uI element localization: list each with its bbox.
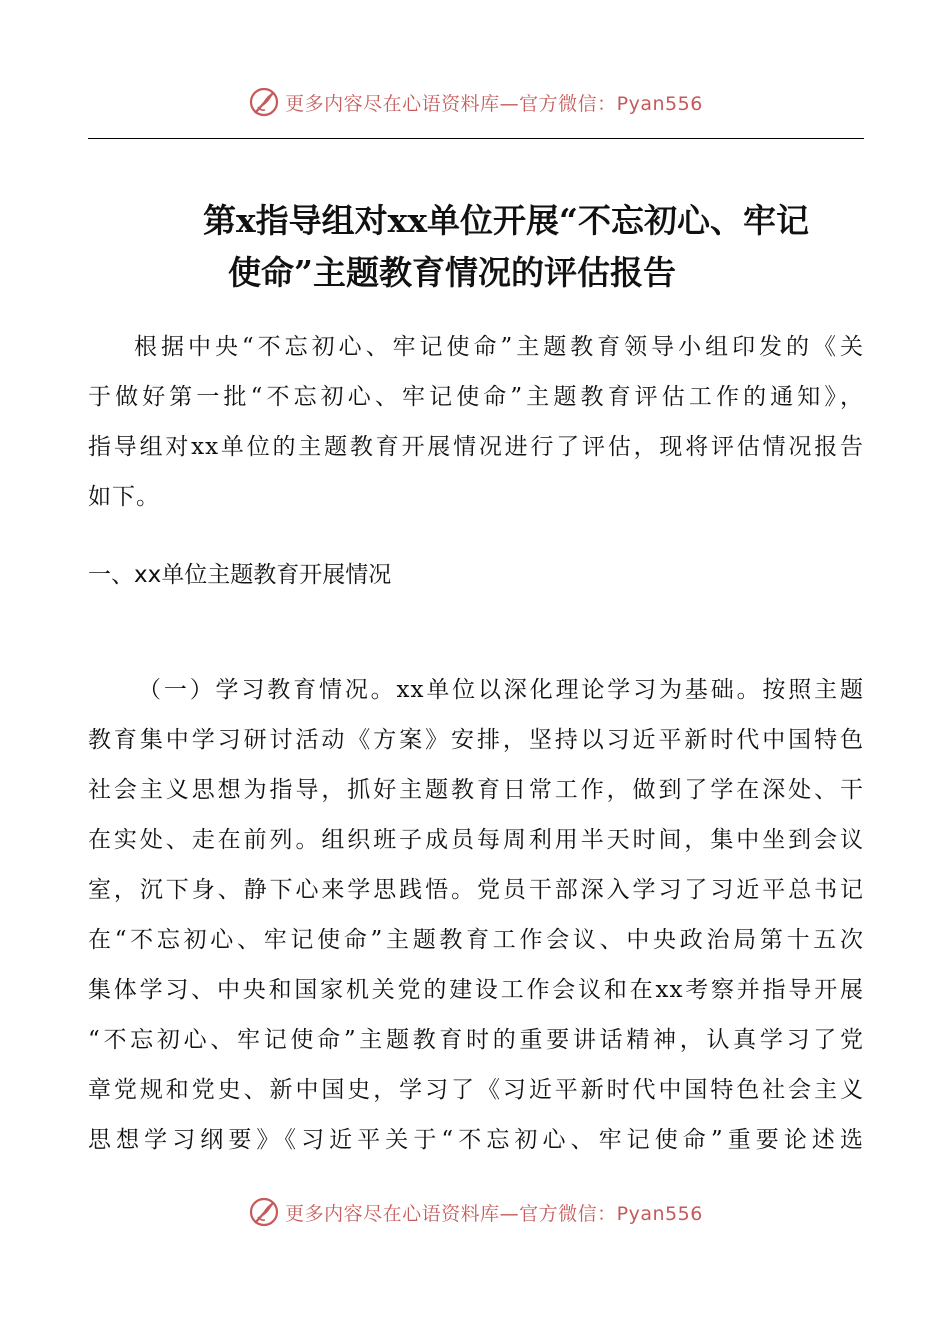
intro-line: 指导组对xx单位的主题教育开展情况进行了评估，现将评估情况报告 bbox=[88, 434, 864, 460]
body-line: 教育集中学习研讨活动《方案》安排，坚持以习近平新时代中国特色 bbox=[88, 727, 864, 753]
section-heading: 一、xx单位主题教育开展情况 bbox=[88, 562, 392, 588]
watermark-text: 更多内容尽在心语资料库—官方微信：Pyan556 bbox=[285, 1202, 703, 1225]
intro-line: 于做好第一批“不忘初心、牢记使命”主题教育评估工作的通知》， bbox=[88, 384, 864, 410]
body-line: 章党规和党史、新中国史，学习了《习近平新时代中国特色社会主义 bbox=[88, 1077, 864, 1103]
body-line: 在“不忘初心、牢记使命”主题教育工作会议、中央政治局第十五次 bbox=[88, 927, 864, 953]
intro-line: 如下。 bbox=[88, 484, 160, 510]
header-divider bbox=[88, 138, 864, 139]
body-line: “不忘初心、牢记使命”主题教育时的重要讲话精神，认真学习了党 bbox=[88, 1027, 864, 1053]
body-line: 集体学习、中央和国家机关党的建设工作会议和在xx考察并指导开展 bbox=[88, 977, 864, 1003]
watermark-text: 更多内容尽在心语资料库—官方微信：Pyan556 bbox=[285, 92, 703, 115]
header-watermark bbox=[0, 82, 950, 122]
footer-watermark bbox=[0, 1192, 950, 1232]
intro-line: 根据中央“不忘初心、牢记使命”主题教育领导小组印发的《关 bbox=[134, 334, 864, 360]
quill-logo-icon bbox=[247, 1195, 281, 1229]
body-line: 室，沉下身、静下心来学思践悟。党员干部深入学习了习近平总书记 bbox=[88, 877, 864, 903]
body-line: 在实处、走在前列。组织班子成员每周利用半天时间，集中坐到会议 bbox=[88, 827, 864, 853]
document-title-line-1: 第x指导组对xx单位开展“不忘初心、牢记 bbox=[202, 201, 809, 240]
body-line: 思想学习纲要》《习近平关于“不忘初心、牢记使命”重要论述选 bbox=[88, 1127, 864, 1153]
quill-logo-icon bbox=[247, 85, 281, 119]
document-title-line-2: 使命”主题教育情况的评估报告 bbox=[228, 253, 676, 292]
body-line: （一）学习教育情况。xx单位以深化理论学习为基础。按照主题 bbox=[138, 677, 864, 703]
body-line: 社会主义思想为指导，抓好主题教育日常工作，做到了学在深处、干 bbox=[88, 777, 864, 803]
